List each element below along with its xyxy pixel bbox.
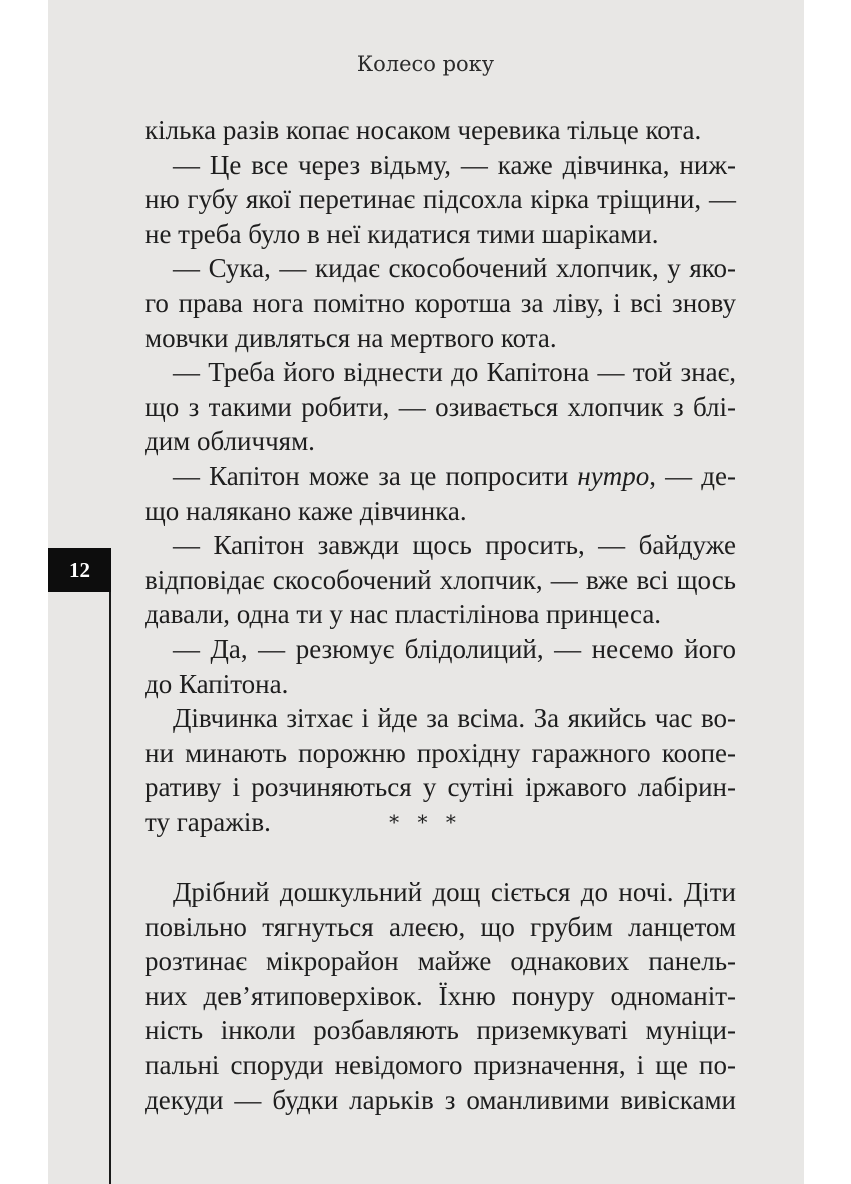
- text-line: дим обличчям.: [145, 426, 315, 457]
- text-line: що з такими робити, — озивається хлопчик з блі-: [145, 391, 736, 422]
- text-line: них дев’ятиповерхівок. Їхню понуру одноманіт-: [145, 980, 736, 1011]
- text-line: пальні споруди невідомого призначення, і ще по-: [145, 1049, 736, 1080]
- text-line: го права нога помітно коротша за ліву, і всі знову: [145, 287, 736, 318]
- text-block-1: [145, 113, 736, 839]
- text-line: — Да, — резюмує блідолиций, — несемо його: [173, 633, 736, 664]
- text-line: — Треба його віднести до Капітона — той знає,: [173, 357, 736, 388]
- text-line: — Капітон завжди щось просить, — байдуже: [173, 530, 736, 561]
- text-line: ни минають порожню прохідну гаражного коопе-: [145, 737, 736, 768]
- text-line: до Капітона.: [145, 668, 289, 699]
- text-line: розтинає мікрорайон майже однакових панель-: [145, 946, 736, 977]
- section-separator: * * *: [389, 810, 462, 834]
- text-line: Дівчинка зітхає і йде за всіма. За якийсь час во-: [173, 703, 736, 734]
- text-line: — Це все через відьму, — каже дівчинка, ниж-: [173, 149, 736, 180]
- text-line: — Сука, — кидає скособочений хлопчик, у яко-: [173, 253, 736, 284]
- text-line: — Капітон може за це попросити нутро, — де-: [173, 460, 737, 491]
- text-line: Дрібний дошкульний дощ сіється до ночі. Діти: [173, 877, 736, 907]
- running-title: Колесо року: [356, 52, 495, 76]
- text-line: ню губу якої перетинає підсохла кірка тріщини, —: [145, 184, 736, 215]
- text-line: що налякано каже дівчинка.: [145, 495, 467, 526]
- page-number: 12: [48, 548, 111, 592]
- emphasis: нутро: [577, 460, 650, 491]
- text-line: давали, одна ти у нас пластілінова принцеса.: [145, 599, 662, 630]
- text-line: ту гаражів.: [145, 806, 271, 837]
- text-line: ність інколи розбавляють приземкуваті муніци-: [145, 1015, 736, 1046]
- text-line: повільно тягнуться алеєю, що грубим ланцетом: [145, 911, 736, 942]
- text-line: мовчки дивляться на мертвого кота.: [145, 322, 557, 353]
- text-line: кілька разів копає носаком черевика тільце кота.: [145, 115, 702, 145]
- text-block-2: [145, 875, 736, 1117]
- text-line: не треба було в неї кидатися тими шаріками.: [145, 218, 659, 249]
- margin-rule: [109, 592, 111, 1184]
- text-line: відповідає скособочений хлопчик, — вже всі щось: [145, 564, 736, 595]
- text-line: ративу і розчиняються у сутіні іржавого лабірин-: [145, 772, 736, 803]
- text-line: декуди — будки ларьків з оманливими вивісками: [145, 1084, 736, 1115]
